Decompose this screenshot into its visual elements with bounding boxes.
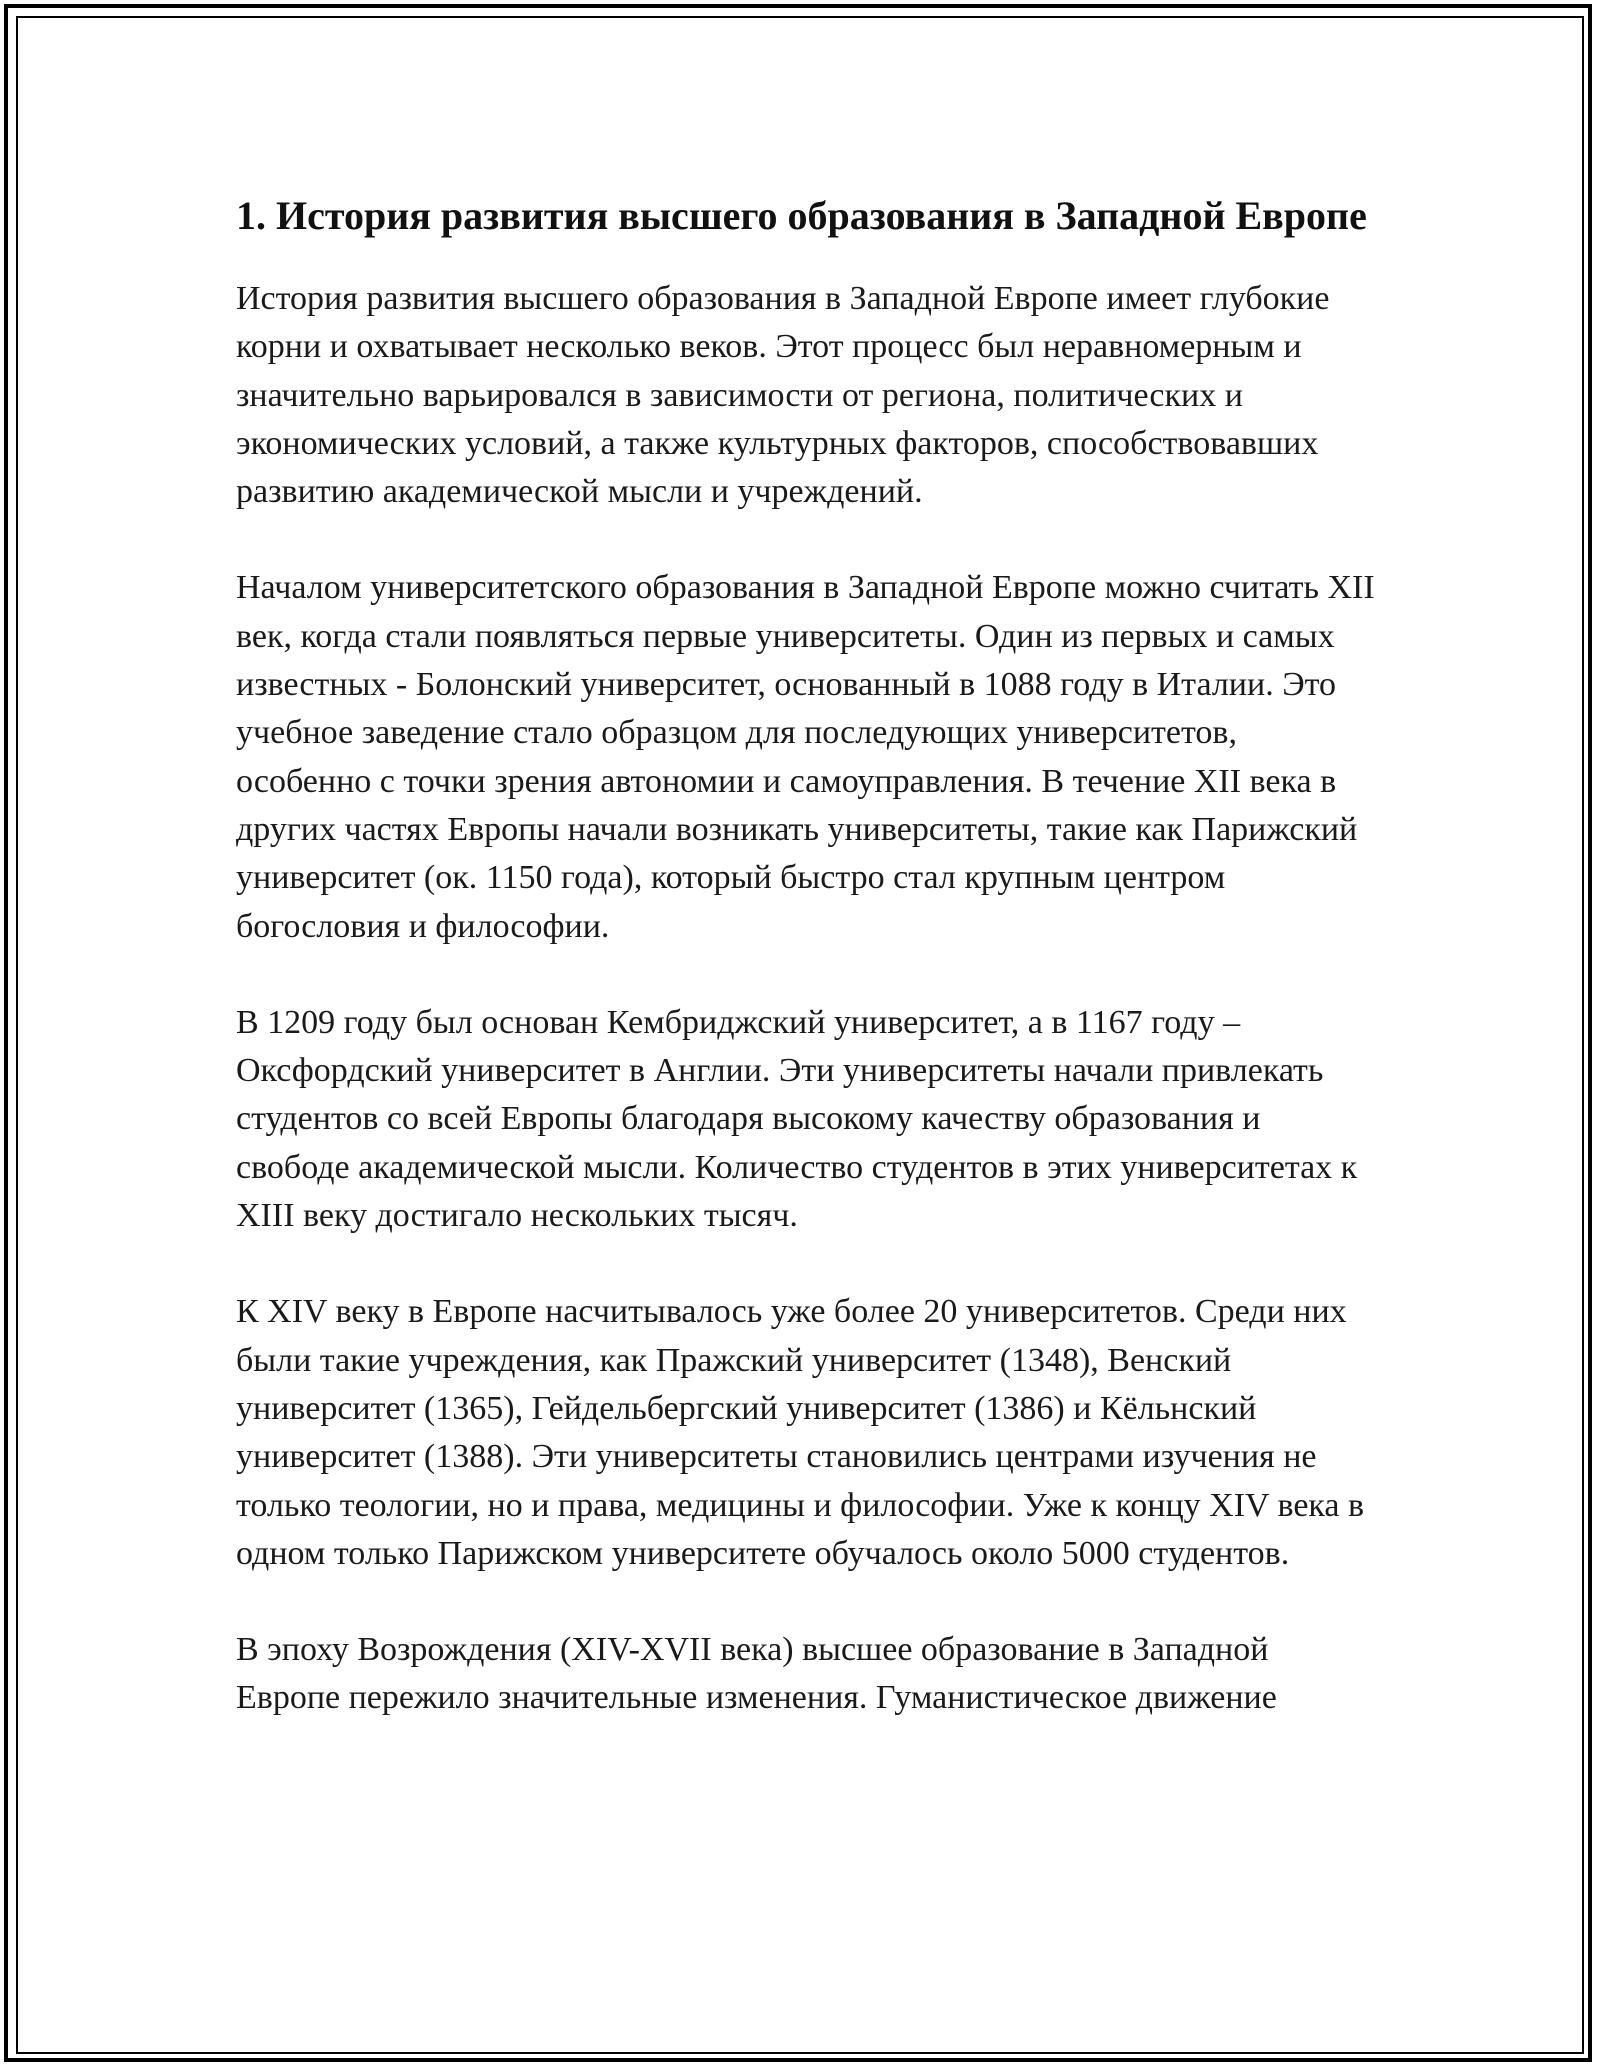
paragraph-intro: История развития высшего образования в Западной Европе имеет глубокие корни и охватывает несколько веков. Этот процесс был неравномерным и значительно варьировался в зависимости от региона, политических и экономических условий, а также культурных факторов, способствовавших развитию академической мысли и учреждений. [236, 280, 1330, 511]
paragraph-renaissance: В эпоху Возрождения (XIV-XVII века) высшее образование в Западной Европе пережило значительные изменения. Гуманистическое движение [236, 1631, 1277, 1717]
paragraph-cambridge-oxford: В 1209 году был основан Кембриджский университет, а в 1167 году – Оксфордский университет в Англии. Эти университеты начали привлекать студентов со всей Европы благодаря высокому качеству образования и свободе академической мысли. Количество студентов в этих университетах к XIII веку достигало нескольких тысяч. [236, 1003, 1358, 1235]
paragraph-fourteenth-century: К XIV веку в Европе насчитывалось уже более 20 университетов. Среди них были такие учреждения, как Пражский университет (1348), Венский университет (1365), Гейдельбергский университет (1386) и Кёльнский университет (1388). Эти университеты становились центрами изучения не только теологии, но и права, медицины и философии. Уже к концу XIV века в одном только Парижском университете обучалось около 5000 студентов. [236, 1293, 1365, 1572]
document-body [236, 188, 1376, 1771]
paragraph-first-universities: Началом университетского образования в Западной Европе можно считать XII век, когда стали появляться первые университеты. Один из первых и самых известных - Болонский университет, основанный в 1088 году в Италии. Это учебное заведение стало образцом для последующих университетов, особенно с точки зрения автономии и самоуправления. В течение XII века в других частях Европы начали возникать университеты, такие как Парижский университет (ок. 1150 года), который быстро стал крупным центром богословия и философии. [236, 569, 1375, 945]
section-heading: 1. История развития высшего образования в Западной Европе [236, 193, 1367, 238]
